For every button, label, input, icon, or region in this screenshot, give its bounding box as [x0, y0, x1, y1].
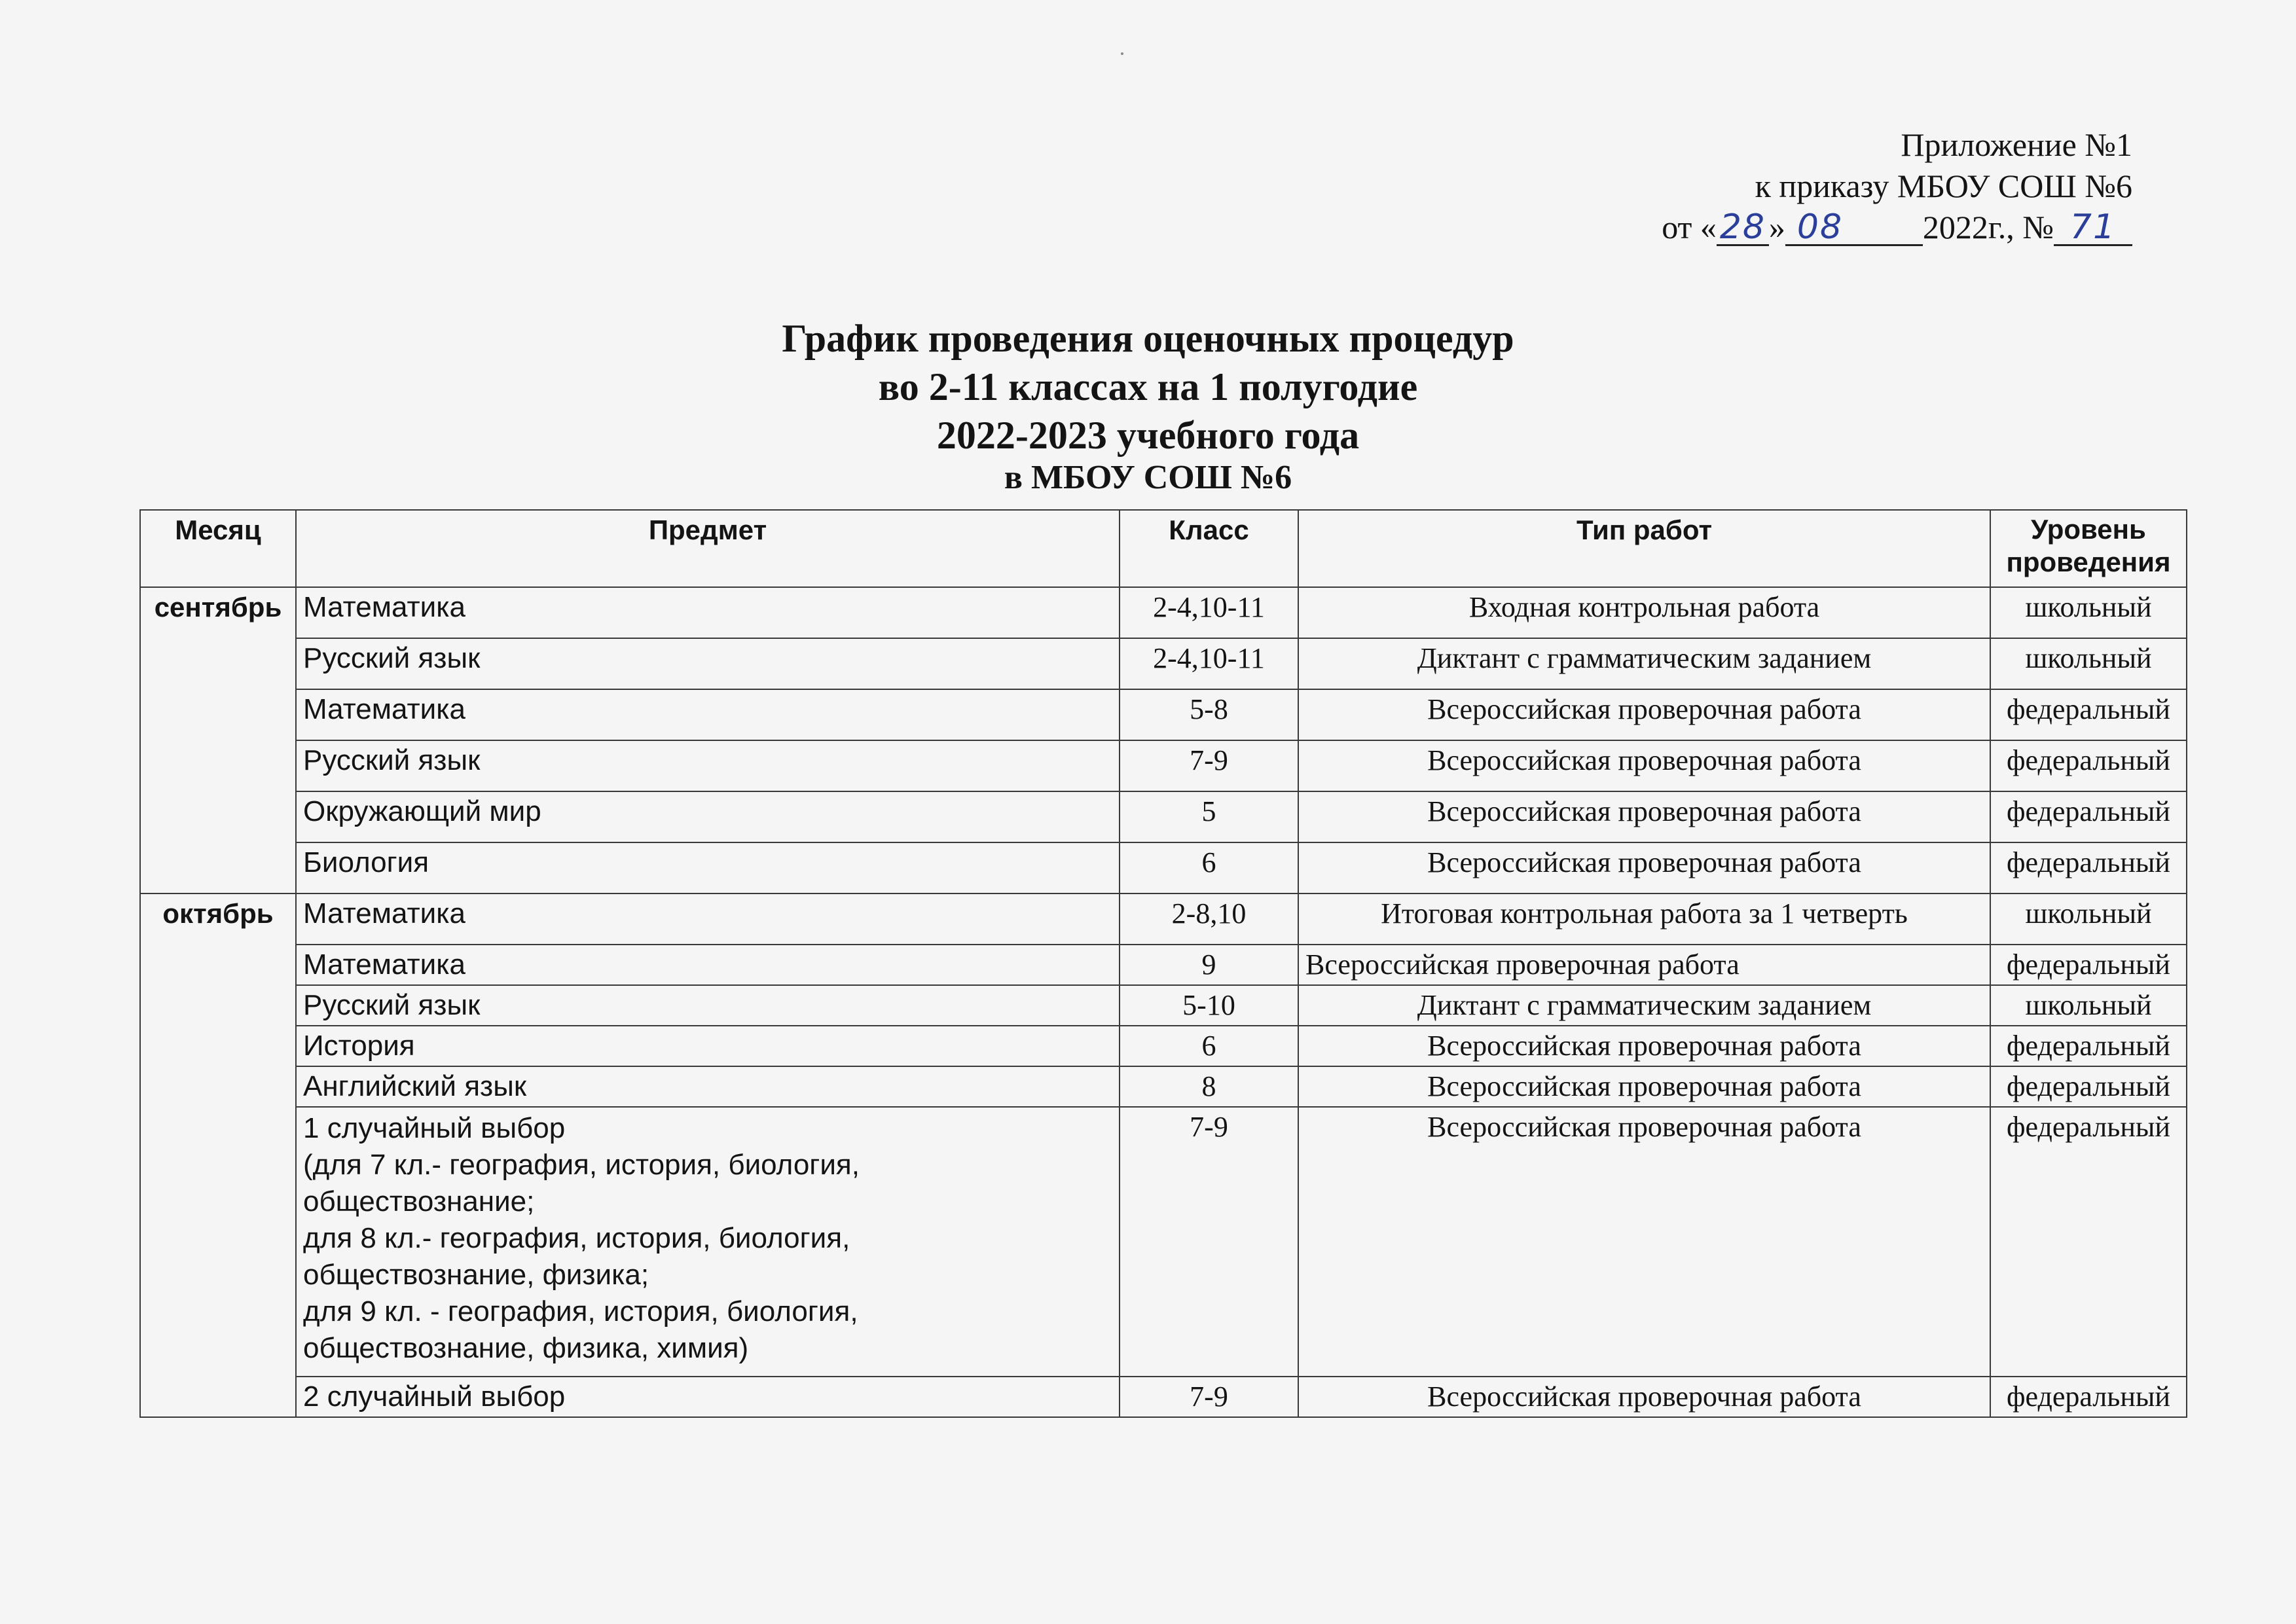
- type-cell: Всероссийская проверочная работа: [1298, 791, 1990, 842]
- type-cell: Всероссийская проверочная работа: [1298, 842, 1990, 893]
- level-cell: федеральный: [1990, 740, 2187, 791]
- appendix-line-3: [1662, 207, 2132, 248]
- subject-cell: История: [296, 1026, 1120, 1066]
- subject-cell: Математика: [296, 945, 1120, 985]
- assessment-schedule-table: [139, 509, 2187, 1418]
- order-number-blank: [2054, 210, 2132, 246]
- level-cell: федеральный: [1990, 1066, 2187, 1107]
- class-cell: 5-10: [1120, 985, 1298, 1026]
- column-header-subject: Предмет: [296, 510, 1120, 587]
- order-year-and-number-label: 2022г., №: [1922, 209, 2054, 245]
- class-cell: 2-4,10-11: [1120, 638, 1298, 689]
- subject-cell: Окружающий мир: [296, 791, 1120, 842]
- month-cell-october: октябрь: [140, 893, 296, 1417]
- subject-cell: Биология: [296, 842, 1120, 893]
- column-header-month: Месяц: [140, 510, 296, 587]
- subject-cell: Математика: [296, 689, 1120, 740]
- table-row: [140, 842, 2187, 893]
- table-row: [140, 689, 2187, 740]
- type-cell: Всероссийская проверочная работа: [1298, 1377, 1990, 1417]
- order-day-blank: [1717, 210, 1769, 246]
- type-cell: Диктант с грамматическим заданием: [1298, 985, 1990, 1026]
- table-row: [140, 945, 2187, 985]
- column-header-level-line-2: проведения: [2006, 547, 2171, 577]
- table-row: [140, 985, 2187, 1026]
- column-header-level: [1990, 510, 2187, 587]
- level-cell: школьный: [1990, 893, 2187, 945]
- type-cell: Всероссийская проверочная работа: [1298, 689, 1990, 740]
- order-month-handwritten: 08: [1796, 208, 1844, 247]
- column-header-level-line-1: Уровень: [2031, 514, 2146, 545]
- class-cell: 8: [1120, 1066, 1298, 1107]
- subject-cell: Русский язык: [296, 638, 1120, 689]
- subject-cell: Математика: [296, 893, 1120, 945]
- class-cell: 7-9: [1120, 1377, 1298, 1417]
- order-date-mid: »: [1768, 209, 1785, 245]
- title-line-3: 2022-2023 учебного года: [936, 414, 1360, 457]
- appendix-header: [1662, 124, 2132, 248]
- type-cell: Всероссийская проверочная работа: [1298, 1026, 1990, 1066]
- appendix-line-2: к приказу МБОУ СОШ №6: [1755, 168, 2132, 204]
- class-cell: 2-4,10-11: [1120, 587, 1298, 638]
- class-cell: 9: [1120, 945, 1298, 985]
- table-row: [140, 1377, 2187, 1417]
- type-cell: Всероссийская проверочная работа: [1298, 740, 1990, 791]
- title-line-2: во 2-11 классах на 1 полугодие: [878, 365, 1418, 408]
- type-cell: Входная контрольная работа: [1298, 587, 1990, 638]
- order-date-prefix: от «: [1662, 209, 1717, 245]
- class-cell: 6: [1120, 842, 1298, 893]
- level-cell: федеральный: [1990, 945, 2187, 985]
- level-cell: федеральный: [1990, 1377, 2187, 1417]
- type-cell: Итоговая контрольная работа за 1 четверть: [1298, 893, 1990, 945]
- subject-cell: Английский язык: [296, 1066, 1120, 1107]
- table-row: [140, 893, 2187, 945]
- title-line-4: в МБОУ СОШ №6: [1004, 459, 1292, 496]
- table-row: [140, 638, 2187, 689]
- level-cell: федеральный: [1990, 1107, 2187, 1377]
- level-cell: федеральный: [1990, 842, 2187, 893]
- level-cell: школьный: [1990, 985, 2187, 1026]
- subject-cell: Математика: [296, 587, 1120, 638]
- order-number-handwritten: 71: [2069, 208, 2117, 247]
- table-header-row: [140, 510, 2187, 587]
- type-cell: Всероссийская проверочная работа: [1298, 1066, 1990, 1107]
- class-cell: 2-8,10: [1120, 893, 1298, 945]
- document-title: [0, 314, 2296, 496]
- table-row: [140, 740, 2187, 791]
- subject-cell: Русский язык: [296, 985, 1120, 1026]
- table-row: [140, 1026, 2187, 1066]
- order-day-handwritten: 28: [1719, 208, 1766, 247]
- scan-speck: [1121, 52, 1123, 55]
- level-cell: школьный: [1990, 587, 2187, 638]
- table-row: [140, 587, 2187, 638]
- level-cell: федеральный: [1990, 689, 2187, 740]
- level-cell: федеральный: [1990, 1026, 2187, 1066]
- class-cell: 5-8: [1120, 689, 1298, 740]
- type-cell: Всероссийская проверочная работа: [1298, 1107, 1990, 1377]
- month-cell-september: сентябрь: [140, 587, 296, 893]
- table-row: [140, 791, 2187, 842]
- class-cell: 7-9: [1120, 1107, 1298, 1377]
- title-line-1: График проведения оценочных процедур: [782, 317, 1514, 360]
- class-cell: 5: [1120, 791, 1298, 842]
- column-header-class: Класс: [1120, 510, 1298, 587]
- level-cell: федеральный: [1990, 791, 2187, 842]
- table-row: [140, 1107, 2187, 1377]
- order-month-blank: [1785, 210, 1923, 246]
- column-header-type: Тип работ: [1298, 510, 1990, 587]
- type-cell: Диктант с грамматическим заданием: [1298, 638, 1990, 689]
- subject-cell: 1 случайный выбор (для 7 кл.- география, история, биология, обществознание; для 8 кл.- география, история, биология, обществознание, физика; для 9 кл. - география, история, биология, обществознание, физика, химия): [296, 1107, 1120, 1377]
- level-cell: школьный: [1990, 638, 2187, 689]
- type-cell: Всероссийская проверочная работа: [1298, 945, 1990, 985]
- appendix-line-1: Приложение №1: [1901, 126, 2132, 163]
- table-row: [140, 1066, 2187, 1107]
- class-cell: 7-9: [1120, 740, 1298, 791]
- class-cell: 6: [1120, 1026, 1298, 1066]
- subject-cell: 2 случайный выбор: [296, 1377, 1120, 1417]
- subject-cell: Русский язык: [296, 740, 1120, 791]
